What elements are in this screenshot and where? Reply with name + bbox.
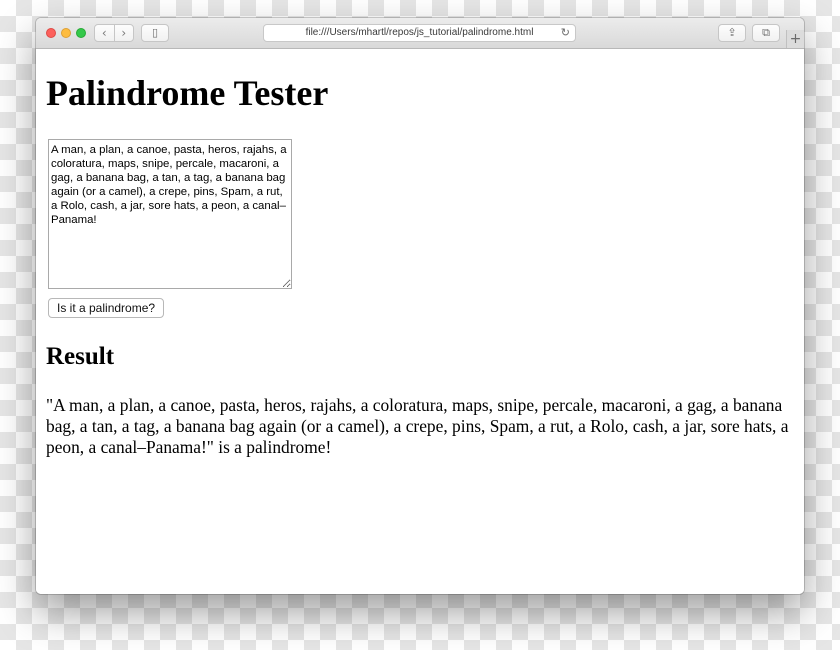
show-tabs-button[interactable]	[752, 24, 780, 42]
sidebar-toggle-button[interactable]	[141, 24, 169, 42]
forward-arrow-icon[interactable]: ›	[114, 25, 134, 41]
page-content	[36, 49, 804, 594]
close-window-button[interactable]	[46, 28, 56, 38]
browser-toolbar	[36, 18, 804, 49]
plus-icon: +	[789, 31, 802, 47]
browser-window	[36, 18, 804, 594]
sidebar-icon: ▯	[151, 26, 159, 39]
result-text: "A man, a plan, a canoe, pasta, heros, rajahs, a coloratura, maps, snipe, percale, macaroni, a gag, a banana bag, a tan, a tag, a banana bag again (or a camel), a crepe, pins, Spam, a rut, a Rolo, cash, a jar, sore hats, a peon, a canal–Panama!" is a palindrome!	[46, 395, 789, 457]
page-title: Palindrome Tester	[46, 73, 329, 113]
palindrome-check-button[interactable]: Is it a palindrome?	[48, 298, 164, 318]
navigation-buttons	[94, 24, 134, 42]
tabs-icon: ⧉	[762, 26, 770, 39]
new-tab-button[interactable]	[786, 30, 804, 48]
address-bar[interactable]	[263, 24, 576, 42]
address-url: file:///Users/mhartl/repos/js_tutorial/palindrome.html	[305, 27, 534, 38]
share-icon: ⇪	[727, 26, 737, 39]
minimize-window-button[interactable]	[61, 28, 71, 38]
phrase-textarea[interactable]	[48, 139, 292, 289]
zoom-window-button[interactable]	[76, 28, 86, 38]
reload-icon[interactable]: ↻	[560, 26, 570, 39]
result-heading: Result	[46, 343, 115, 370]
back-arrow-icon[interactable]: ‹	[101, 26, 107, 40]
share-button[interactable]	[718, 24, 746, 42]
